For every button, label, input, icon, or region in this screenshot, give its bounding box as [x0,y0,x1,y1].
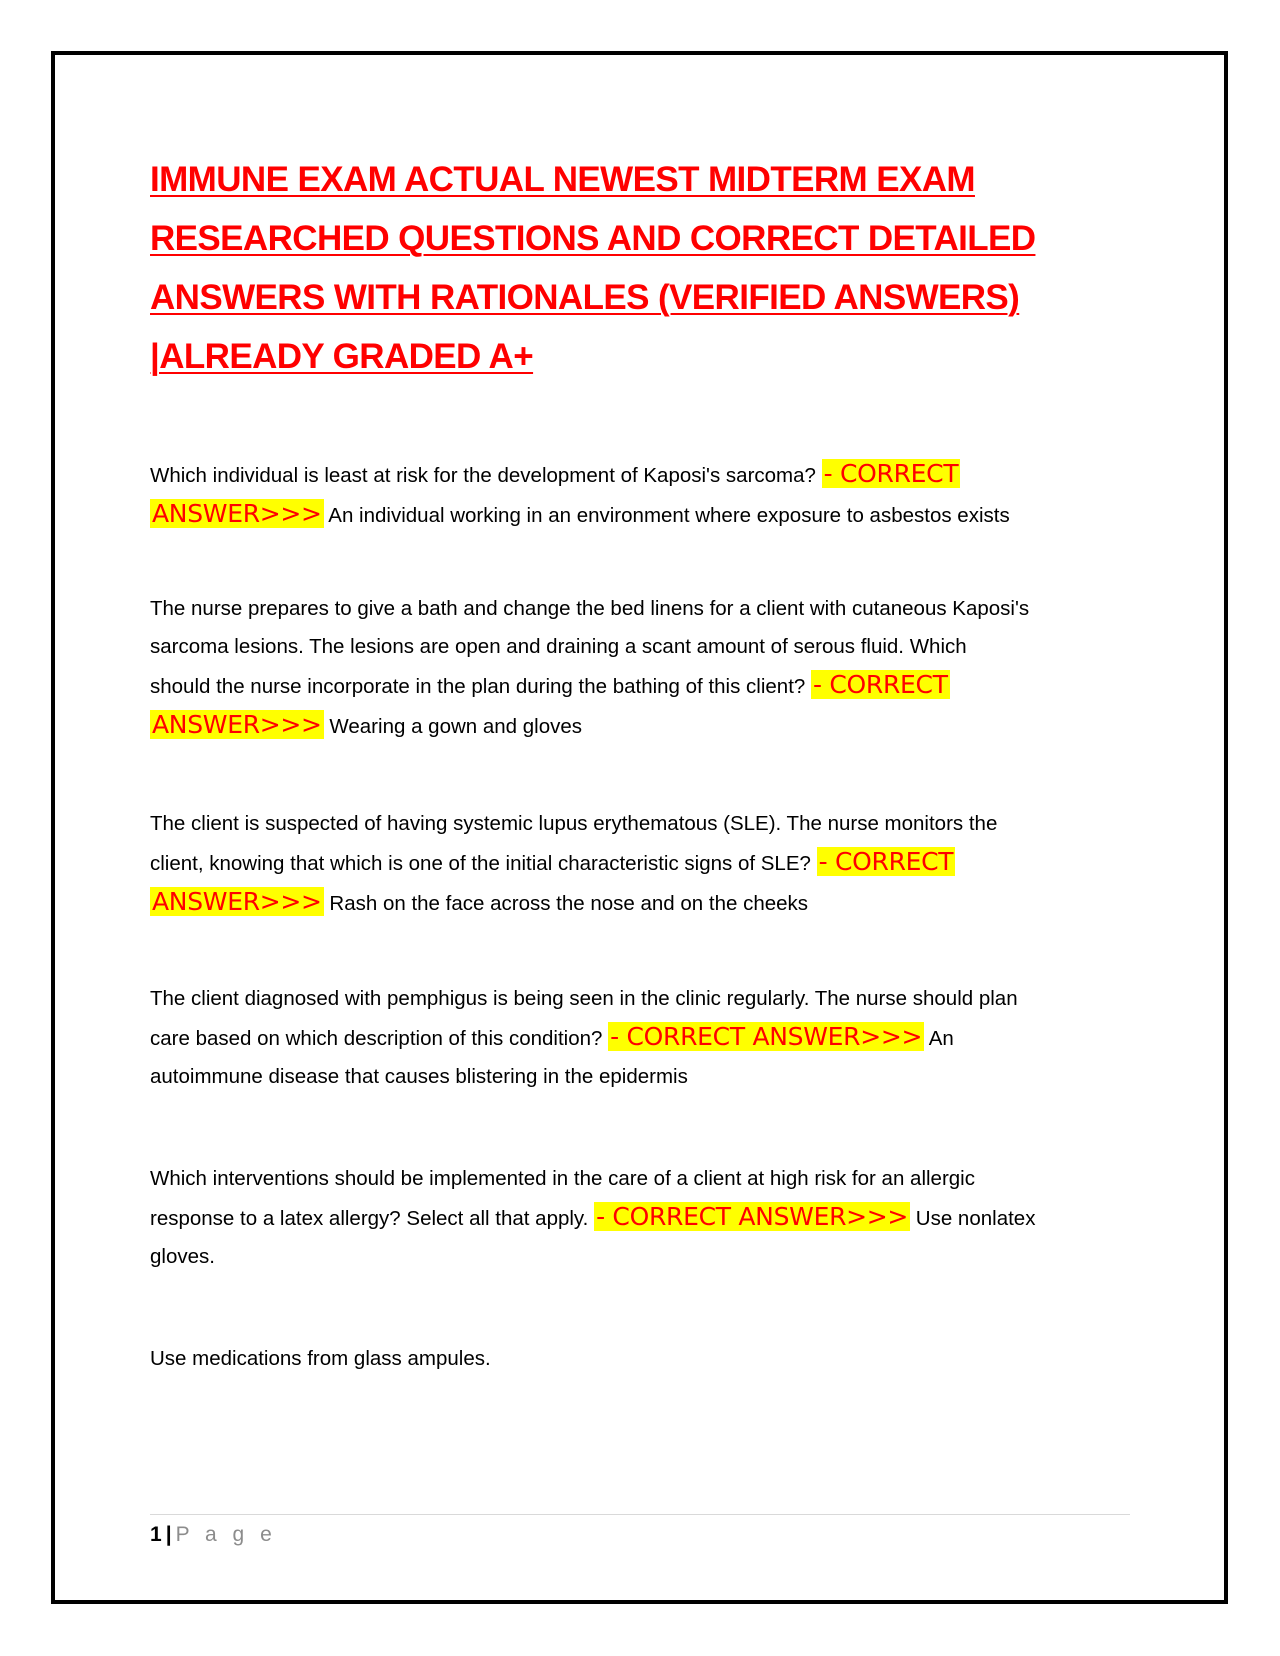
question-block-5 [150,1160,1130,1276]
question-block-3 [150,805,1130,923]
title-line-2: RESEARCHED QUESTIONS AND CORRECT DETAILED [150,219,1036,258]
answer-4-text-start: An [928,1027,954,1050]
question-5-text: response to a latex allergy? Select all that apply. [150,1207,589,1230]
question-5-line-1: Which interventions should be implemented in the care of a client at high risk for an allergic [150,1167,975,1190]
question-3-line-3 [150,883,1130,923]
question-4-line-3: autoimmune disease that causes blistering in the epidermis [150,1065,688,1088]
answer-5-text-start: Use nonlatex [915,1207,1036,1230]
question-block-1 [150,455,1130,535]
question-2-line-3 [150,666,1130,706]
page-label: P a g e [175,1523,277,1546]
answer-marker: - CORRECT ANSWER>>> [596,1202,909,1231]
answer-2-text: Wearing a gown and gloves [329,715,583,738]
question-3-text: client, knowing that which is one of the initial characteristic signs of SLE? [150,852,811,875]
answer-3-text: Rash on the face across the nose and on the cheeks [329,892,809,915]
question-1-line-1 [150,455,1130,495]
question-2-line-1: The nurse prepares to give a bath and change the bed linens for a client with cutaneous Kaposi's [150,597,1030,620]
footer-separator: | [165,1523,172,1546]
question-2-line-2: sarcoma lesions. The lesions are open and draining a scant amount of serous fluid. Which [150,635,967,658]
question-3-line-2 [150,843,1130,883]
title-line-4: |ALREADY GRADED A+ [150,337,534,376]
page-footer [150,1520,277,1550]
answer-marker: - CORRECT [818,847,954,876]
document-title [150,150,1130,386]
answer-marker: - CORRECT [823,459,959,488]
extra-answer-text: Use medications from glass ampules. [150,1347,491,1370]
question-4-line-2 [150,1018,1130,1058]
question-4-line-1: The client diagnosed with pemphigus is being seen in the clinic regularly. The nurse should plan [150,987,1018,1010]
document-content [150,150,1130,1370]
answer-marker: - CORRECT ANSWER>>> [610,1022,923,1051]
question-block-4 [150,980,1130,1096]
question-1-line-2 [150,495,1130,535]
question-3-line-1: The client is suspected of having systemic lupus erythematous (SLE). The nurse monitors the [150,812,998,835]
question-5-line-3: gloves. [150,1245,215,1268]
footer-divider [150,1514,1130,1515]
question-1-text: Which individual is least at risk for the development of Kaposi's sarcoma? [150,464,816,487]
page-number: 1 [150,1523,162,1546]
answer-marker: ANSWER>>> [152,710,322,739]
question-4-text: care based on which description of this condition? [150,1027,603,1050]
question-5-line-2 [150,1198,1130,1238]
question-block-2 [150,590,1130,746]
answer-marker: - CORRECT [813,670,948,699]
title-line-3: ANSWERS WITH RATIONALES (VERIFIED ANSWERS) [150,278,1020,317]
title-line-1: IMMUNE EXAM ACTUAL NEWEST MIDTERM EXAM [150,160,975,199]
answer-marker: ANSWER>>> [152,499,322,528]
extra-answer-block [150,1340,1130,1378]
question-2-line-4 [150,706,1130,746]
answer-1-text: An individual working in an environment where exposure to asbestos exists [328,504,1010,527]
question-2-text: should the nurse incorporate in the plan during the bathing of this client? [150,675,806,698]
answer-marker: ANSWER>>> [152,887,322,916]
